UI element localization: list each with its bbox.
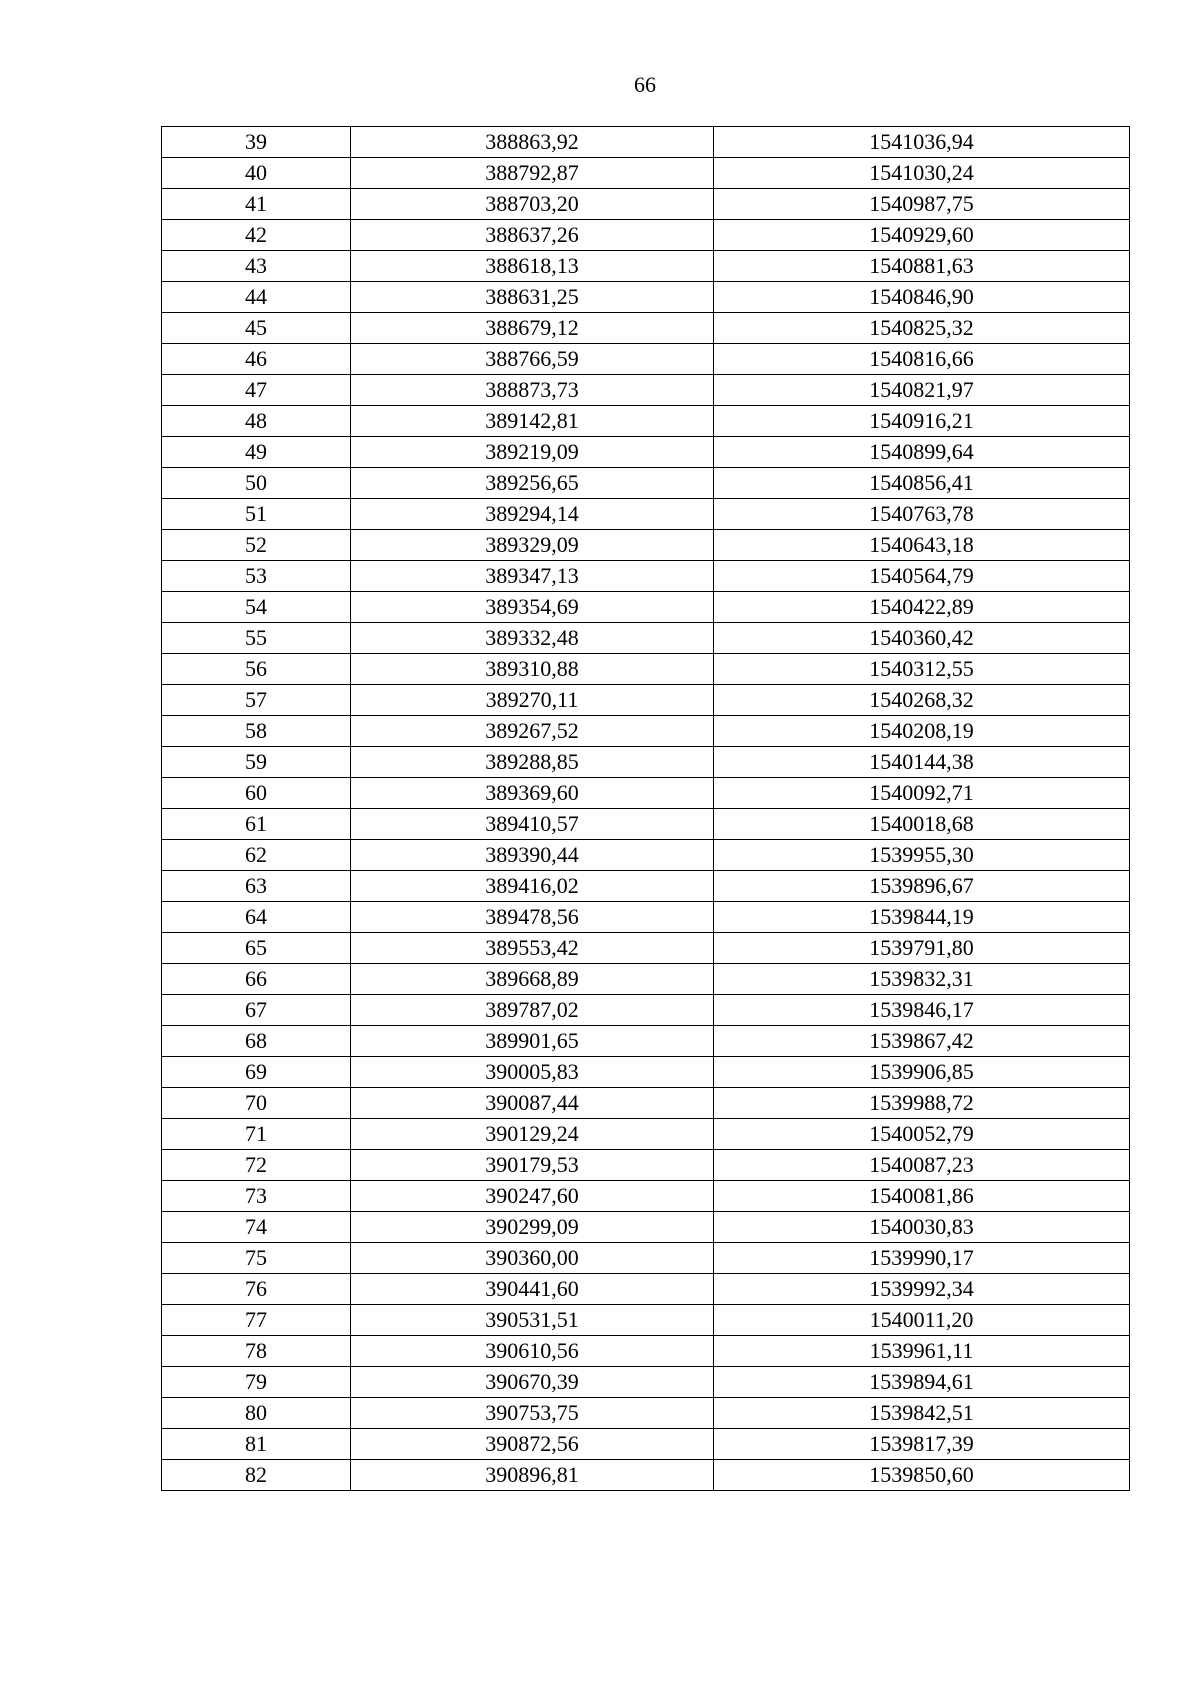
y-coordinate-cell: 1540929,60 bbox=[714, 220, 1130, 251]
point-number-cell: 47 bbox=[162, 375, 351, 406]
x-coordinate-cell: 390441,60 bbox=[351, 1274, 714, 1305]
point-number-cell: 76 bbox=[162, 1274, 351, 1305]
table-row bbox=[162, 1088, 1130, 1119]
x-coordinate-cell: 389787,02 bbox=[351, 995, 714, 1026]
table-row bbox=[162, 778, 1130, 809]
point-number-cell: 53 bbox=[162, 561, 351, 592]
y-coordinate-cell: 1540846,90 bbox=[714, 282, 1130, 313]
table-row bbox=[162, 1026, 1130, 1057]
x-coordinate-cell: 389142,81 bbox=[351, 406, 714, 437]
point-number-cell: 62 bbox=[162, 840, 351, 871]
point-number-cell: 40 bbox=[162, 158, 351, 189]
y-coordinate-cell: 1540081,86 bbox=[714, 1181, 1130, 1212]
x-coordinate-cell: 389901,65 bbox=[351, 1026, 714, 1057]
table-row bbox=[162, 840, 1130, 871]
y-coordinate-cell: 1539955,30 bbox=[714, 840, 1130, 871]
point-number-cell: 54 bbox=[162, 592, 351, 623]
y-coordinate-cell: 1539791,80 bbox=[714, 933, 1130, 964]
table-row bbox=[162, 158, 1130, 189]
y-coordinate-cell: 1540018,68 bbox=[714, 809, 1130, 840]
table-row bbox=[162, 189, 1130, 220]
point-number-cell: 66 bbox=[162, 964, 351, 995]
x-coordinate-cell: 388631,25 bbox=[351, 282, 714, 313]
point-number-cell: 71 bbox=[162, 1119, 351, 1150]
y-coordinate-cell: 1540268,32 bbox=[714, 685, 1130, 716]
y-coordinate-cell: 1539896,67 bbox=[714, 871, 1130, 902]
point-number-cell: 48 bbox=[162, 406, 351, 437]
y-coordinate-cell: 1539817,39 bbox=[714, 1429, 1130, 1460]
page-number: 66 bbox=[634, 72, 656, 97]
table-row bbox=[162, 1305, 1130, 1336]
y-coordinate-cell: 1540564,79 bbox=[714, 561, 1130, 592]
x-coordinate-cell: 388792,87 bbox=[351, 158, 714, 189]
coordinates-table-body bbox=[162, 127, 1130, 1491]
x-coordinate-cell: 389332,48 bbox=[351, 623, 714, 654]
point-number-cell: 41 bbox=[162, 189, 351, 220]
x-coordinate-cell: 388873,73 bbox=[351, 375, 714, 406]
point-number-cell: 81 bbox=[162, 1429, 351, 1460]
point-number-cell: 39 bbox=[162, 127, 351, 158]
point-number-cell: 69 bbox=[162, 1057, 351, 1088]
y-coordinate-cell: 1540899,64 bbox=[714, 437, 1130, 468]
table-row bbox=[162, 995, 1130, 1026]
y-coordinate-cell: 1540208,19 bbox=[714, 716, 1130, 747]
x-coordinate-cell: 389416,02 bbox=[351, 871, 714, 902]
table-row bbox=[162, 1119, 1130, 1150]
y-coordinate-cell: 1540011,20 bbox=[714, 1305, 1130, 1336]
y-coordinate-cell: 1540816,66 bbox=[714, 344, 1130, 375]
y-coordinate-cell: 1539988,72 bbox=[714, 1088, 1130, 1119]
x-coordinate-cell: 389354,69 bbox=[351, 592, 714, 623]
table-row bbox=[162, 964, 1130, 995]
point-number-cell: 63 bbox=[162, 871, 351, 902]
x-coordinate-cell: 390670,39 bbox=[351, 1367, 714, 1398]
point-number-cell: 74 bbox=[162, 1212, 351, 1243]
point-number-cell: 68 bbox=[162, 1026, 351, 1057]
x-coordinate-cell: 390179,53 bbox=[351, 1150, 714, 1181]
y-coordinate-cell: 1540856,41 bbox=[714, 468, 1130, 499]
x-coordinate-cell: 390247,60 bbox=[351, 1181, 714, 1212]
x-coordinate-cell: 389270,11 bbox=[351, 685, 714, 716]
point-number-cell: 75 bbox=[162, 1243, 351, 1274]
point-number-cell: 42 bbox=[162, 220, 351, 251]
y-coordinate-cell: 1539832,31 bbox=[714, 964, 1130, 995]
table-row bbox=[162, 871, 1130, 902]
point-number-cell: 79 bbox=[162, 1367, 351, 1398]
table-row bbox=[162, 530, 1130, 561]
table-row bbox=[162, 592, 1130, 623]
point-number-cell: 60 bbox=[162, 778, 351, 809]
point-number-cell: 50 bbox=[162, 468, 351, 499]
y-coordinate-cell: 1540360,42 bbox=[714, 623, 1130, 654]
table-row bbox=[162, 561, 1130, 592]
point-number-cell: 44 bbox=[162, 282, 351, 313]
y-coordinate-cell: 1539844,19 bbox=[714, 902, 1130, 933]
y-coordinate-cell: 1540881,63 bbox=[714, 251, 1130, 282]
point-number-cell: 43 bbox=[162, 251, 351, 282]
table-row bbox=[162, 685, 1130, 716]
table-row bbox=[162, 437, 1130, 468]
x-coordinate-cell: 389478,56 bbox=[351, 902, 714, 933]
y-coordinate-cell: 1541036,94 bbox=[714, 127, 1130, 158]
x-coordinate-cell: 389294,14 bbox=[351, 499, 714, 530]
point-number-cell: 64 bbox=[162, 902, 351, 933]
x-coordinate-cell: 390753,75 bbox=[351, 1398, 714, 1429]
x-coordinate-cell: 388618,13 bbox=[351, 251, 714, 282]
table-row bbox=[162, 654, 1130, 685]
table-row bbox=[162, 1057, 1130, 1088]
x-coordinate-cell: 389310,88 bbox=[351, 654, 714, 685]
table-row bbox=[162, 127, 1130, 158]
point-number-cell: 59 bbox=[162, 747, 351, 778]
table-row bbox=[162, 1150, 1130, 1181]
table-row bbox=[162, 809, 1130, 840]
point-number-cell: 46 bbox=[162, 344, 351, 375]
y-coordinate-cell: 1540052,79 bbox=[714, 1119, 1130, 1150]
point-number-cell: 55 bbox=[162, 623, 351, 654]
x-coordinate-cell: 390087,44 bbox=[351, 1088, 714, 1119]
x-coordinate-cell: 388863,92 bbox=[351, 127, 714, 158]
y-coordinate-cell: 1540422,89 bbox=[714, 592, 1130, 623]
point-number-cell: 67 bbox=[162, 995, 351, 1026]
x-coordinate-cell: 389369,60 bbox=[351, 778, 714, 809]
y-coordinate-cell: 1539990,17 bbox=[714, 1243, 1130, 1274]
y-coordinate-cell: 1540030,83 bbox=[714, 1212, 1130, 1243]
y-coordinate-cell: 1539894,61 bbox=[714, 1367, 1130, 1398]
x-coordinate-cell: 390610,56 bbox=[351, 1336, 714, 1367]
table-row bbox=[162, 933, 1130, 964]
table-row bbox=[162, 499, 1130, 530]
table-row bbox=[162, 1429, 1130, 1460]
y-coordinate-cell: 1539850,60 bbox=[714, 1460, 1130, 1491]
x-coordinate-cell: 389347,13 bbox=[351, 561, 714, 592]
y-coordinate-cell: 1540092,71 bbox=[714, 778, 1130, 809]
point-number-cell: 58 bbox=[162, 716, 351, 747]
point-number-cell: 52 bbox=[162, 530, 351, 561]
x-coordinate-cell: 388703,20 bbox=[351, 189, 714, 220]
point-number-cell: 80 bbox=[162, 1398, 351, 1429]
x-coordinate-cell: 390872,56 bbox=[351, 1429, 714, 1460]
point-number-cell: 56 bbox=[162, 654, 351, 685]
x-coordinate-cell: 388637,26 bbox=[351, 220, 714, 251]
point-number-cell: 70 bbox=[162, 1088, 351, 1119]
x-coordinate-cell: 388766,59 bbox=[351, 344, 714, 375]
y-coordinate-cell: 1539961,11 bbox=[714, 1336, 1130, 1367]
table-row bbox=[162, 468, 1130, 499]
table-row bbox=[162, 902, 1130, 933]
point-number-cell: 45 bbox=[162, 313, 351, 344]
y-coordinate-cell: 1540821,97 bbox=[714, 375, 1130, 406]
table-row bbox=[162, 375, 1130, 406]
table-row bbox=[162, 1336, 1130, 1367]
table-row bbox=[162, 313, 1130, 344]
y-coordinate-cell: 1540643,18 bbox=[714, 530, 1130, 561]
x-coordinate-cell: 388679,12 bbox=[351, 313, 714, 344]
point-number-cell: 51 bbox=[162, 499, 351, 530]
point-number-cell: 61 bbox=[162, 809, 351, 840]
point-number-cell: 78 bbox=[162, 1336, 351, 1367]
x-coordinate-cell: 390299,09 bbox=[351, 1212, 714, 1243]
point-number-cell: 82 bbox=[162, 1460, 351, 1491]
y-coordinate-cell: 1540312,55 bbox=[714, 654, 1130, 685]
y-coordinate-cell: 1540763,78 bbox=[714, 499, 1130, 530]
table-row bbox=[162, 282, 1130, 313]
point-number-cell: 57 bbox=[162, 685, 351, 716]
table-row bbox=[162, 406, 1130, 437]
table-row bbox=[162, 1398, 1130, 1429]
y-coordinate-cell: 1539842,51 bbox=[714, 1398, 1130, 1429]
y-coordinate-cell: 1539992,34 bbox=[714, 1274, 1130, 1305]
x-coordinate-cell: 389219,09 bbox=[351, 437, 714, 468]
table-row bbox=[162, 220, 1130, 251]
x-coordinate-cell: 389329,09 bbox=[351, 530, 714, 561]
y-coordinate-cell: 1539867,42 bbox=[714, 1026, 1130, 1057]
y-coordinate-cell: 1540987,75 bbox=[714, 189, 1130, 220]
coordinates-table bbox=[161, 126, 1130, 1491]
table-row bbox=[162, 251, 1130, 282]
y-coordinate-cell: 1540825,32 bbox=[714, 313, 1130, 344]
x-coordinate-cell: 390531,51 bbox=[351, 1305, 714, 1336]
x-coordinate-cell: 389288,85 bbox=[351, 747, 714, 778]
table-row bbox=[162, 1243, 1130, 1274]
point-number-cell: 72 bbox=[162, 1150, 351, 1181]
table-row bbox=[162, 716, 1130, 747]
y-coordinate-cell: 1539846,17 bbox=[714, 995, 1130, 1026]
table-row bbox=[162, 344, 1130, 375]
point-number-cell: 77 bbox=[162, 1305, 351, 1336]
point-number-cell: 49 bbox=[162, 437, 351, 468]
table-row bbox=[162, 1181, 1130, 1212]
x-coordinate-cell: 389256,65 bbox=[351, 468, 714, 499]
x-coordinate-cell: 389553,42 bbox=[351, 933, 714, 964]
table-row bbox=[162, 1274, 1130, 1305]
y-coordinate-cell: 1541030,24 bbox=[714, 158, 1130, 189]
y-coordinate-cell: 1540087,23 bbox=[714, 1150, 1130, 1181]
table-row bbox=[162, 747, 1130, 778]
x-coordinate-cell: 389390,44 bbox=[351, 840, 714, 871]
x-coordinate-cell: 390896,81 bbox=[351, 1460, 714, 1491]
x-coordinate-cell: 389267,52 bbox=[351, 716, 714, 747]
x-coordinate-cell: 389668,89 bbox=[351, 964, 714, 995]
y-coordinate-cell: 1540916,21 bbox=[714, 406, 1130, 437]
x-coordinate-cell: 390360,00 bbox=[351, 1243, 714, 1274]
point-number-cell: 73 bbox=[162, 1181, 351, 1212]
table-row bbox=[162, 1212, 1130, 1243]
table-row bbox=[162, 623, 1130, 654]
x-coordinate-cell: 390005,83 bbox=[351, 1057, 714, 1088]
table-row bbox=[162, 1460, 1130, 1491]
point-number-cell: 65 bbox=[162, 933, 351, 964]
table-row bbox=[162, 1367, 1130, 1398]
x-coordinate-cell: 390129,24 bbox=[351, 1119, 714, 1150]
y-coordinate-cell: 1539906,85 bbox=[714, 1057, 1130, 1088]
y-coordinate-cell: 1540144,38 bbox=[714, 747, 1130, 778]
x-coordinate-cell: 389410,57 bbox=[351, 809, 714, 840]
